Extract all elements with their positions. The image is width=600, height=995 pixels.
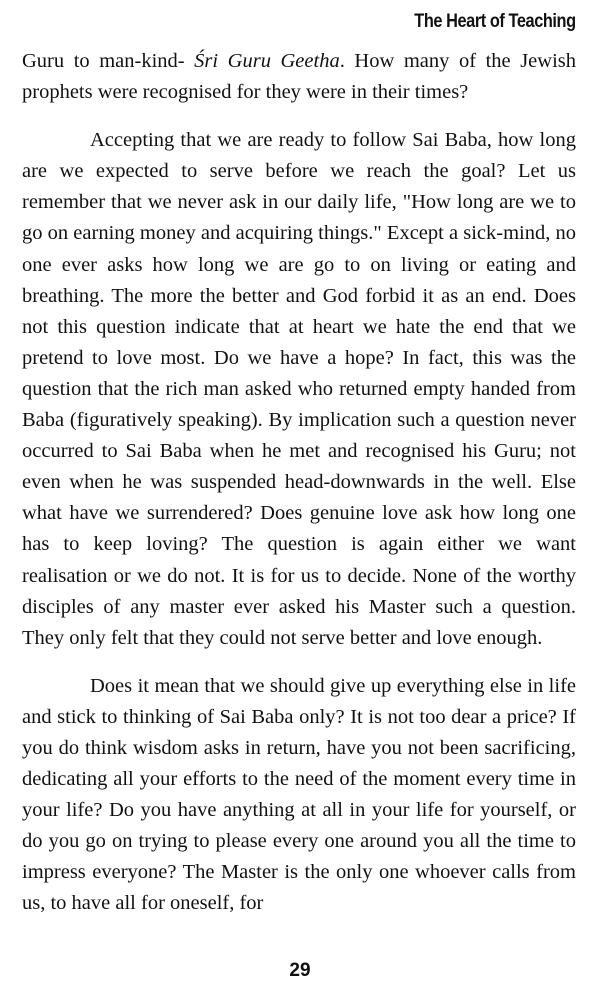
paragraph-continued bbox=[22, 46, 576, 108]
book-title: Śri Guru Geetha bbox=[194, 50, 340, 72]
page-number: 29 bbox=[289, 960, 311, 981]
running-head: The Heart of Teaching bbox=[414, 11, 576, 32]
paragraph: Accepting that we are ready to follow Sai Baba, how long are we expected to serve before we reach the goal? Let us remember that we never ask in our daily life, "How long are we to go on earning money and acquiring things." Except a sick-mind, no one ever asks how long we are go to on living or eating and breathing. The more the better and God forbid it as an end. Does not this question indicate that at heart we hate the end that we pretend to love most. Do we have a hope? In fact, this was the question that the rich man asked who returned empty handed from Baba (figuratively speaking). By implication such a question never occurred to Sai Baba when he met and recognised his Guru; not even when he was suspended head-downwards in the well. Else what have we surrendered? Does genuine love ask how long one has to keep loving? The question is again either we want realisation or we do not. It is for us to decide. None of the worthy disciples of any master ever asked his Master such a question. They only felt that they could not serve better and love enough. bbox=[22, 129, 576, 649]
page-body bbox=[22, 46, 576, 920]
paragraph-text: . How many of the Jewish prophets were recognised for they were in their times? bbox=[22, 50, 576, 104]
paragraph: Does it mean that we should give up everything else in life and stick to thinking of Sai Baba only? It is not too dear a price? If you do think wisdom asks in return, have you not been sacrificing, dedicating all your efforts to the need of the moment every time in your life? Do you have anything at all in your life for yourself, or do you go on trying to please every one around you all the time to impress everyone? The Master is the only one whoever calls from us, to have all for oneself, for bbox=[22, 674, 576, 915]
paragraph-text: Guru to man-kind- bbox=[22, 50, 195, 72]
